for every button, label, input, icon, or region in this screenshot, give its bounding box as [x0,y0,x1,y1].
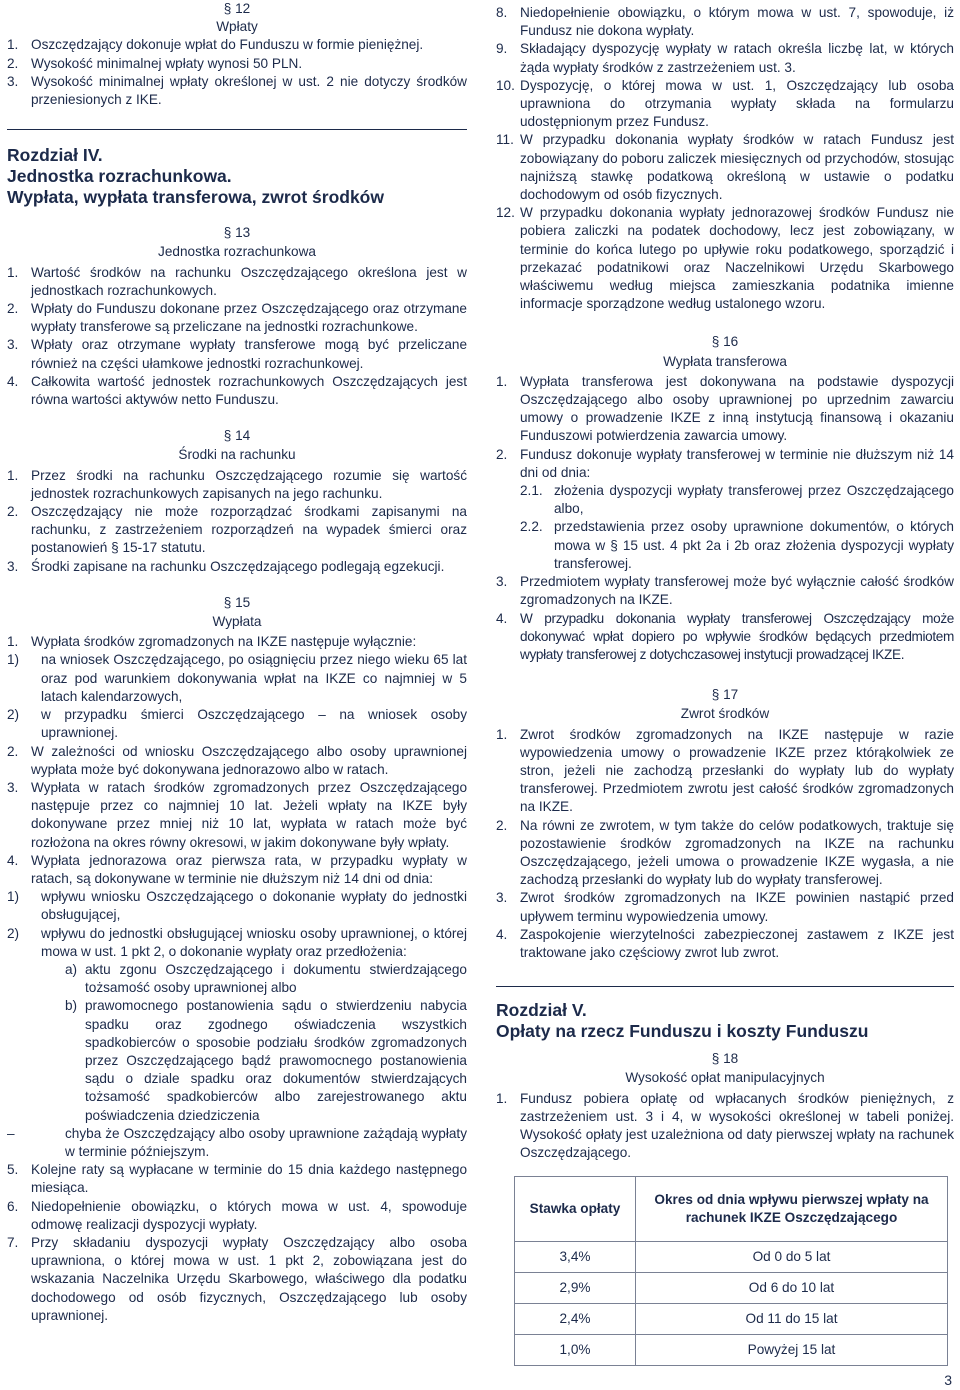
list-item: 1. Wypłata transferowa jest dokonywana na podstawie dyspozycji Oszczędzającego albo osoby uprawnionej po uprzednim zawarciu umowy o prowadzenie IKZE z inną instytucją finansową i okazaniu Funduszowi potwierdzenia zawarcia umowy. [496,373,954,444]
sub-item: 1) wpływu wniosku Oszczędzającego o dokonanie wypłaty do jednostki obsługującej, [7,889,467,923]
sub-sub-item: b) prawomocnego postanowienia sądu o stwierdzeniu nabycia spadku oraz zgodnego oświadczenia wszystkich spadkobierców o sposobie podziału środków zgromadzonych przez Oszczędzającego bądź prawomocnego postanowienia sądu o dziale spadku oraz dokumentów stwierdzających tożsamość spadkobierców albo zarejestrowanego aktu poświadczenia dziedziczenia [65,998,467,1123]
page-number: 3 [944,1372,952,1388]
sub-item: 2) w przypadku śmierci Oszczędzającego – na wniosek osoby uprawnionej. [7,707,467,741]
sub-item: 1) na wniosek Oszczędzającego, po osiągnięciu przez niego wieku 65 lat oraz pod warunkiem dokonywania wpłat na IKZE co najmniej w 5 latach kalendarzowych, [7,652,467,704]
list-item: 3. Środki zapisane na rachunku Oszczędzającego podlegają egzekucji. [7,558,445,574]
sub-item: 2.2. przedstawienia przez osoby uprawnione dokumentów, o których mowa w § 15 ust. 4 pkt 2a i 2b oraz złożenia dyspozycji wypłaty transferowej. [520,519,954,571]
list-item: 5. Kolejne raty są wypłacane w terminie do 15 dnia każdego następnego miesiąca. [7,1162,467,1196]
table-row: 2,9% Od 6 do 10 lat [515,1273,948,1304]
list-item: 4. Wypłata jednorazowa oraz pierwsza rata, w przypadku wypłaty w ratach, są dokonywane w terminie nie dłuższym niż 14 dni od dnia: [7,852,467,886]
chapter-heading: Rozdział V. [496,1000,587,1021]
list-item: 2. W zależności od wniosku Oszczędzającego albo osoby uprawnionej wypłata może być dokonywana jednorazowo albo w ratach. [7,743,467,777]
dash-item: – chyba że Oszczędzający albo osoby uprawnione zażądają wypłaty w terminie późniejszym. [7,1125,467,1159]
list-item: 4. Całkowita wartość jednostek rozrachunkowych Oszczędzających jest równa wartości aktywów netto Funduszu. [7,373,467,408]
chapter-rule [7,129,467,130]
list-item: 9. Składający dyspozycję wypłaty w ratach określa liczbę lat, w których żąda wypłaty środków z zastrzeżeniem ust. 3. [496,41,954,75]
list-item: 1. Fundusz pobiera opłatę od wpłacanych środków pieniężnych, z zastrzeżeniem ust. 3 i 4, w wysokości określonej w tabeli poniżej. Wysokość opłaty jest uzależniona od daty pierwszej wpłaty na rachunek Oszczędzającego. [496,1090,954,1161]
table-header: Okres od dnia wpływu pierwszej wpłaty na rachunek IKZE Oszczędzającego [636,1177,948,1242]
list-item: 12. W przypadku dokonania wypłaty jednorazowej środków Fundusz nie pobiera zaliczki na podatek dochodowy, lecz jest zobowiązany, w terminie do końca lutego po upływie roku podatkowego, sporządzić i przekazać podatnikowi oraz Naczelnikowi Urzędu Skarbowego właściwemu według miejsca zamieszkania podatnika imienne informacje sporządzone według ustalonego wzoru. [496,205,954,312]
list-item: 7. Przy składaniu dyspozycji wypłaty Oszczędzający albo osoba uprawniona, o której mowa w ust. 1 pkt 2, zobowiązana jest do wskazania Naczelnika Urzędu Skarbowego, właściwego dla podatku dochodowego od osób fizycznych, Oszczędzającego lub osoby uprawnionej. [7,1234,467,1323]
table-header: Stawka opłaty [515,1177,636,1242]
list-item: 2. Na równi ze zwrotem, w tym także do celów podatkowych, traktuje się pozostawienie środków zgromadzonych na IKZE na rachunku Oszczędzającego, jeżeli umowa o prowadzenie IKZE wygasła, a nie zachodzą przesłanki do wypłaty lub do wypłaty transferowej. [496,817,954,888]
section-number: § 14 [223,428,251,444]
list-item: 3. Wypłata w ratach środków zgromadzonych przez Oszczędzającego następuje przez co najmniej 10 lat. Jeżeli wpłaty na IKZE były dokonywane przez mniej niż 10 lat, wypłata w ratach może być rozłożona na okres równy okresowi, w jakim dokonywane były wpłaty. [7,779,467,850]
list-item: 3. Przedmiotem wypłaty transferowej może być wyłącznie całość środków zgromadzonych na IKZE. [496,574,954,608]
list-item: 1. Wypłata środków zgromadzonych na IKZE następuje wyłącznie: [7,634,417,650]
table-row: 2,4% Od 11 do 15 lat [515,1304,948,1335]
chapter-subheading: Wypłata, wypłata transferowa, zwrot środków [7,187,384,208]
section-title: Zwrot środków [680,706,770,722]
section-title: Wpłaty [216,19,258,35]
chapter-rule [496,986,954,987]
list-item: 1. Zwrot środków zgromadzonych na IKZE następuje w razie wypowiedzenia umowy o prowadzenie IKZE przez którąkolwiek ze stron, jeżeli nie zachodzą przesłanki do wypłaty lub do wypłaty transferowej. Przedmiotem zwrotu jest całość środków zgromadzonych na IKZE. [496,726,954,815]
section-number: § 18 [711,1051,739,1067]
list-item: 10. Dyspozycję, o której mowa w ust. 1, Oszczędzający lub osoba uprawniona do otrzymania wypłaty składa na formularzu udostępnionym przez Fundusz. [496,77,954,130]
section-title: Wysokość opłat manipulacyjnych [625,1070,825,1086]
list-item: 4. W przypadku dokonania wypłaty transferowej Oszczędzający może dokonywać wpłat dopiero po wpływie środków będących przedmiotem wypłaty transferowej z dotychczasowej instytucji prowadzącej IKZE. [496,610,954,662]
chapter-subheading: Opłaty na rzecz Funduszu i koszty Funduszu [496,1021,869,1042]
section-number: § 12 [223,1,251,16]
fee-table [514,1176,948,1366]
list-item: 6. Niedopełnienie obowiązku, o których mowa w ust. 4, spowoduje odmowę realizacji dyspozycji wypłaty. [7,1198,467,1232]
list-item: 1. Wartość środków na rachunku Oszczędzającego określona jest w jednostkach rozrachunkowych. [7,264,467,298]
sub-item: 2) wpływu do jednostki obsługującej wniosku osoby uprawnionej, o której mowa w ust. 1 pkt 2, o dokonanie wypłaty oraz przedłożenia: [7,925,467,959]
chapter-heading: Rozdział IV. [7,145,103,166]
section-number: § 17 [711,687,739,703]
list-item: 3. Wysokość minimalnej wpłaty określonej w ust. 2 nie dotyczy środków przeniesionych z IKE. [7,73,467,108]
section-number: § 13 [223,225,251,241]
list-item: 11. W przypadku dokonania wypłaty środków w ratach Fundusz jest zobowiązany do poboru zaliczek miesięcznych od przychodów, stosując najniższą stawkę podatkową określoną w ustawie o podatku dochodowym od osób fizycznych. [496,132,954,203]
list-item: 2. Fundusz dokonuje wypłaty transferowej w terminie nie dłuższym niż 14 dni od dnia: [496,446,954,480]
table-row: 3,4% Od 0 do 5 lat [515,1242,948,1273]
list-item: 3. Zwrot środków zgromadzonych na IKZE powinien nastąpić przed upływem terminu wypowiedzenia umowy. [496,890,954,924]
section-title: Jednostka rozrachunkowa [158,244,316,260]
list-item: 1. Przez środki na rachunku Oszczędzającego rozumie się wartość jednostek rozrachunkowych zapisanych na jego rachunku. [7,467,467,501]
list-item: 1. Oszczędzający dokonuje wpłat do Funduszu w formie pieniężnej. [7,37,424,53]
sub-item: 2.1. złożenia dyspozycji wypłaty transferowej przez Oszczędzającego albo, [520,483,954,517]
section-number: § 16 [711,334,739,350]
section-title: Wypłata [212,614,262,630]
sub-sub-item: a) aktu zgonu Oszczędzającego i dokumentu stwierdzającego tożsamość osoby uprawnionej albo [65,961,467,996]
section-number: § 15 [223,594,251,610]
left-column [7,0,467,1325]
right-column [496,0,954,1366]
list-item: 2. Wysokość minimalnej wpłaty wynosi 50 PLN. [7,55,303,71]
section-title: Środki na rachunku [178,447,296,463]
list-item: 2. Oszczędzający nie może rozporządzać środkami zapisanymi na rachunku, z zastrzeżeniem rozporządzeń na wypadek śmierci oraz postanowień § 15-17 statutu. [7,504,467,556]
section-title: Wypłata transferowa [663,353,787,369]
list-item: 3. Wpłaty oraz otrzymane wypłaty transferowe mogą być przeliczane również na części ułamkowe jednostki rozrachunkowej. [7,337,467,371]
list-item: 8. Niedopełnienie obowiązku, o którym mowa w ust. 7, spowoduje, iż Fundusz nie dokona wypłaty. [496,5,954,39]
list-item: 2. Wpłaty do Funduszu dokonane przez Oszczędzającego oraz otrzymane wypłaty transferowe są przeliczane na jednostki rozrachunkowe. [7,301,467,335]
chapter-subheading: Jednostka rozrachunkowa. [7,166,232,187]
table-row: 1,0% Powyżej 15 lat [515,1335,948,1366]
list-item: 4. Zaspokojenie wierzytelności zabezpieczonej zastawem z IKZE jest traktowane jako częściowy zwrot lub zwrot. [496,926,954,960]
